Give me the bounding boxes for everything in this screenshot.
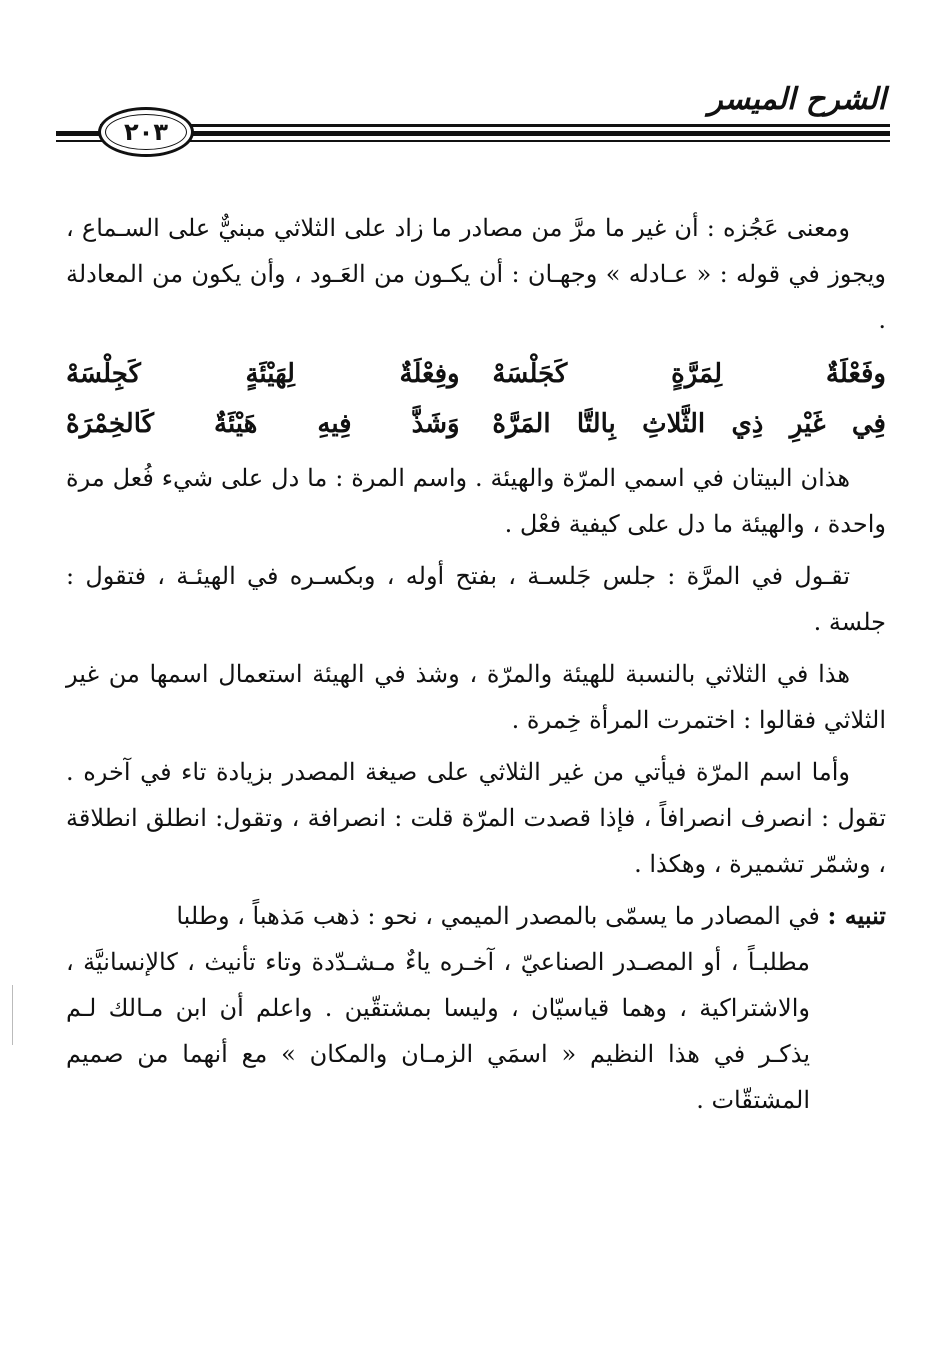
header-rule-top: [100, 124, 890, 127]
verse-2-second-hemistich: وَشَذَّ فِيهِ هَيْئَةٌ كَالخِمْرَهْ: [66, 409, 460, 439]
verse-line-1: [66, 349, 886, 399]
paragraph-example-jalsa: تقـول في المرَّة : جلس جَلسـة ، بفتح أوله ، وبكسـره في الهيئـة ، فتقول : جلسة .: [66, 562, 886, 636]
verse-1-first-hemistich: وفَعْلَةٌ لِمَرَّةٍ كَجَلْسَهْ: [492, 359, 886, 389]
paragraph-irregular-form: هذا في الثلاثي بالنسبة للهيئة والمرّة ، وشذ في الهيئة استعمال اسمها من غير الثلاثي فقالوا : اختمرت المرأة خِمرة .: [66, 660, 886, 734]
paragraph-meaning-of-second-half: ومعنى عَجُزه : أن غير ما مرَّ من مصادر ما زاد على الثلاثي مبنيٌّ على السـماع ، ويجوز في قوله : « عـادله » وجهـان : أن يكـون من العَـود ، وأن يكون من المعادلة .: [66, 214, 886, 334]
paragraph-verses-topic: هذان البيتان في اسمي المرّة والهيئة . واسم المرة : ما دل على شيء فُعل مرة واحدة ، والهيئة ما دل على كيفية فعْل .: [66, 464, 886, 538]
verse-2-first-hemistich: فِي غَيْرِ ذِي الثَّلاثِ بِالتَّا المَرَّهْ: [492, 409, 886, 439]
paragraph-non-triliteral: وأما اسم المرّة فيأتي من غير الثلاثي على صيغة المصدر بزيادة تاء في آخره . تقول : انصرف انصرافاً ، فإذا قصدت المرّة قلت : انصرافة ، وتقول: انطلق انطلاقة ، وشمّر تشميرة ، وهكذا .: [66, 758, 887, 878]
header-rule-bottom: [100, 140, 890, 142]
note-first-text: في المصادر ما يسمّى بالمصدر الميمي ، نحو : ذهب مَذهباً ، وطلبا: [176, 902, 820, 930]
note-label: تنبيه :: [827, 901, 886, 930]
note-continuation: مطلبـاً ، أو المصـدر الصناعيّ ، آخـره ياءٌ مـشـدّدة وتاء تأنيث ، كالإنسانيَّة ، والاشتراكية ، وهما قياسيّان ، وليسا بمشتقّين . واعلم أن ابن مـالك لـم يذكـر في هذا النظيم « اسمَي الزمـان والمكان » مع أنهما من صميم المشتقّات .: [66, 948, 810, 1114]
running-title: الشرح الميسر: [708, 82, 886, 117]
verse-line-2: [66, 399, 886, 449]
verse-1-second-hemistich: وفِعْلَةٌ لِهَيْئَةٍ كَجِلْسَهْ: [66, 359, 460, 389]
header-rule-left-thin: [56, 140, 104, 142]
header-rule-middle: [100, 131, 890, 136]
page-number-frame: [98, 107, 194, 157]
note-first-line: [66, 893, 886, 939]
header-rule-left-thick: [56, 131, 104, 136]
page-number: ٢٠٣: [124, 118, 168, 146]
scan-edge-mark: [12, 985, 13, 1045]
main-text: [66, 205, 886, 1123]
